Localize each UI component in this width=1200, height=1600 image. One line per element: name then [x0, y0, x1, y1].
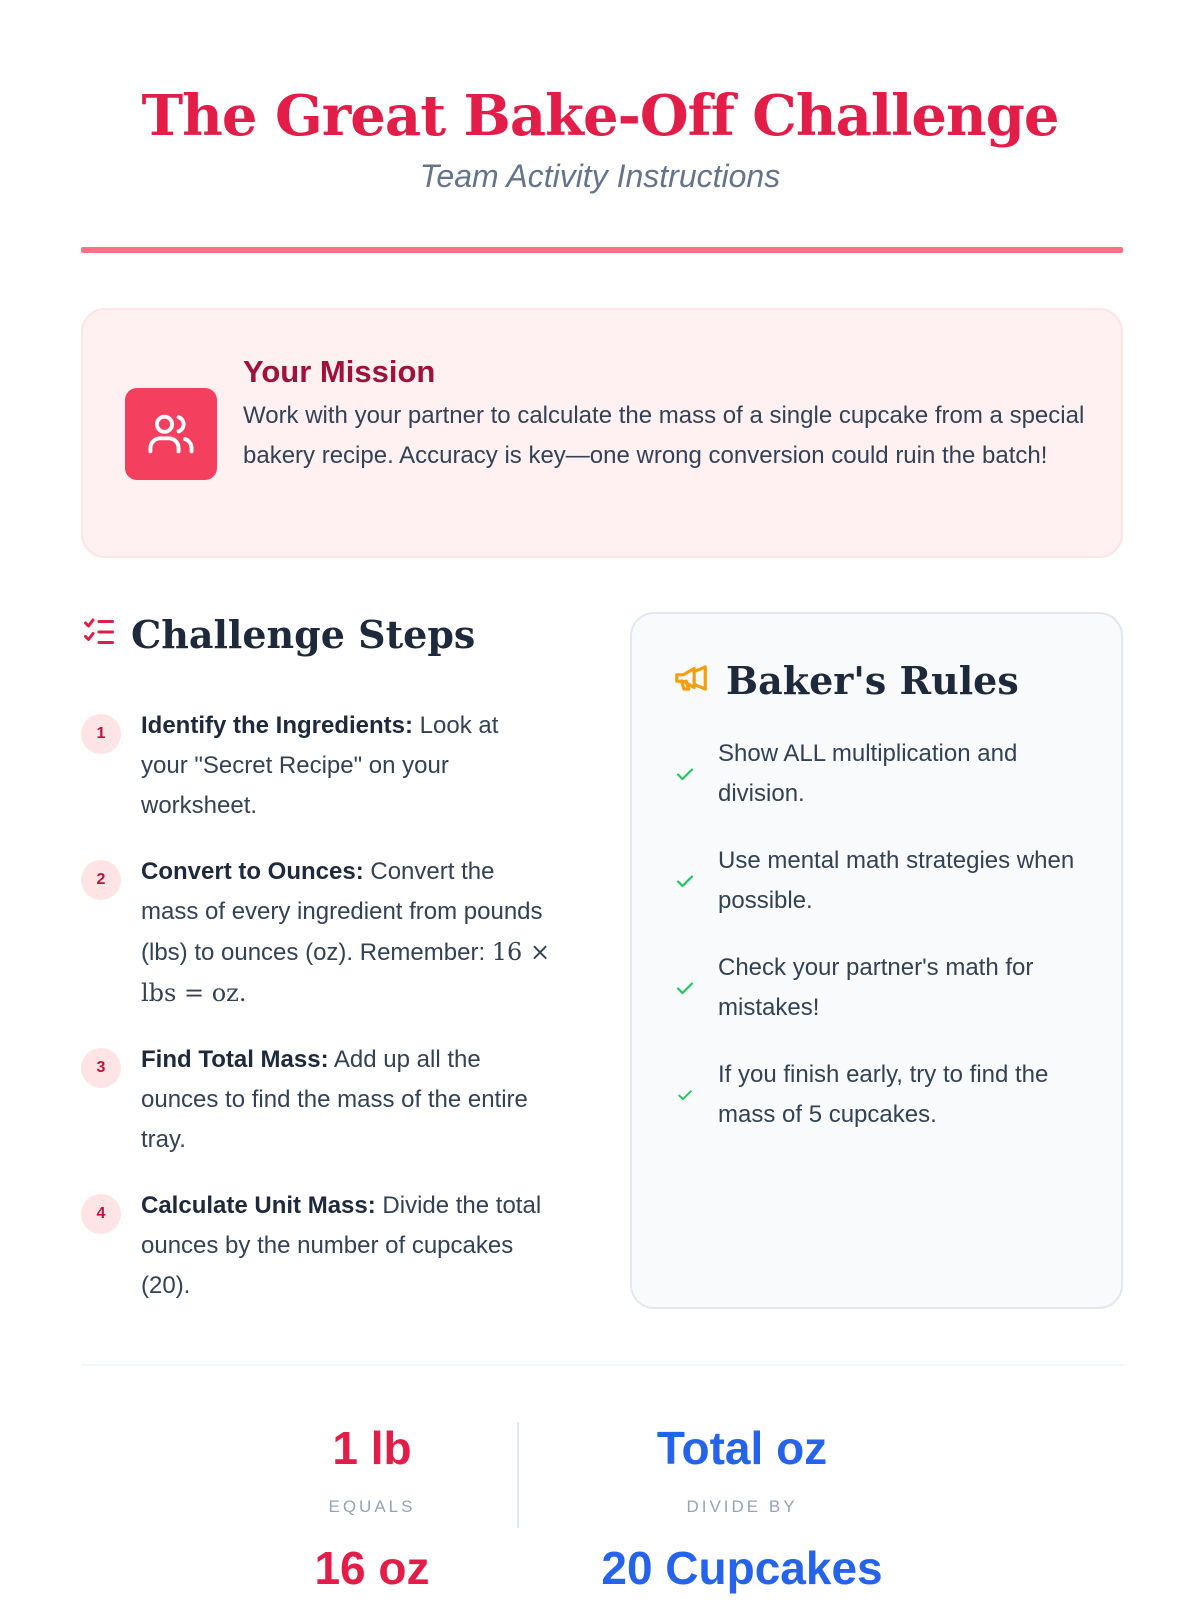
mission-card: [81, 308, 1123, 558]
step-body: Add up all the ounces to find the mass of the entire tray.: [141, 1046, 528, 1153]
check-icon: [672, 762, 698, 786]
step-item: [81, 852, 551, 1014]
users-icon: [125, 388, 217, 480]
step-item: [81, 1040, 551, 1160]
section-divider: [81, 1364, 1123, 1366]
step-number: 3: [81, 1048, 121, 1088]
unit-mass-stat: [552, 1420, 932, 1596]
step-item: [81, 706, 551, 826]
rule-text: If you finish early, try to find the mass of 5 cupcakes.: [718, 1061, 1049, 1128]
mission-text: [243, 352, 1085, 476]
rules-list: [672, 734, 1091, 1162]
megaphone-icon: [672, 659, 710, 702]
rule-item: [672, 948, 1091, 1028]
rule-text: Check your partner's math for mistakes!: [718, 954, 1034, 1021]
stat-top-value: Total oz: [656, 1422, 828, 1474]
step-body: Divide the total ounces by the number of cupcakes (20).: [141, 1192, 542, 1299]
stat-bottom-value: 16 oz: [314, 1542, 430, 1594]
stat-divider: [517, 1422, 519, 1528]
step-body: Look at your "Secret Recipe" on your worksheet.: [141, 712, 499, 819]
stat-operator-label: DIVIDE BY: [686, 1497, 798, 1516]
header-divider: [81, 247, 1123, 253]
rule-item: [672, 1055, 1091, 1135]
rules-card: [630, 612, 1123, 1309]
mission-body: Work with your partner to calculate the mass of a single cupcake from a special bakery recipe. Accuracy is key—one wrong conversion could ruin the batch!: [243, 402, 1085, 469]
rule-text: Show ALL multiplication and division.: [718, 740, 1018, 807]
step-text: [141, 1040, 551, 1160]
steps-list: [81, 706, 551, 1332]
stat-operator-label: EQUALS: [328, 1497, 416, 1516]
step-item: [81, 1186, 551, 1306]
step-number: 4: [81, 1194, 121, 1234]
step-text: [141, 852, 551, 1014]
stat-bottom-value: 20 Cupcakes: [601, 1542, 883, 1594]
page-title: The Great Bake-Off Challenge: [141, 83, 1059, 149]
page-header: [0, 0, 1200, 195]
formula: 16 × lbs = oz.: [141, 938, 551, 1007]
step-label: Identify the Ingredients:: [141, 712, 414, 739]
rules-title: Baker's Rules: [726, 658, 1019, 703]
page-subtitle: Team Activity Instructions: [419, 158, 781, 194]
steps-title: Challenge Steps: [131, 612, 476, 657]
step-text: [141, 706, 551, 826]
rules-heading: [672, 658, 1019, 703]
rule-text: Use mental math strategies when possible.: [718, 847, 1075, 914]
step-number: 1: [81, 714, 121, 754]
check-icon: [672, 1085, 698, 1105]
conversion-summary: [0, 1420, 1200, 1600]
rule-item: [672, 734, 1091, 814]
step-text: [141, 1186, 551, 1306]
steps-heading: [81, 612, 475, 657]
step-label: Calculate Unit Mass:: [141, 1192, 376, 1219]
step-label: Convert to Ounces:: [141, 858, 364, 885]
step-label: Find Total Mass:: [141, 1046, 329, 1073]
step-body: Convert the mass of every ingredient from pounds (lbs) to ounces (oz). Remember:: [141, 858, 543, 966]
step-number: 2: [81, 860, 121, 900]
stat-top-value: 1 lb: [332, 1422, 412, 1474]
check-icon: [672, 976, 698, 1000]
pound-ounce-stat: [182, 1420, 562, 1596]
mission-title: Your Mission: [243, 354, 436, 389]
check-icon: [672, 869, 698, 893]
rule-item: [672, 841, 1091, 921]
list-checks-icon: [81, 614, 117, 655]
